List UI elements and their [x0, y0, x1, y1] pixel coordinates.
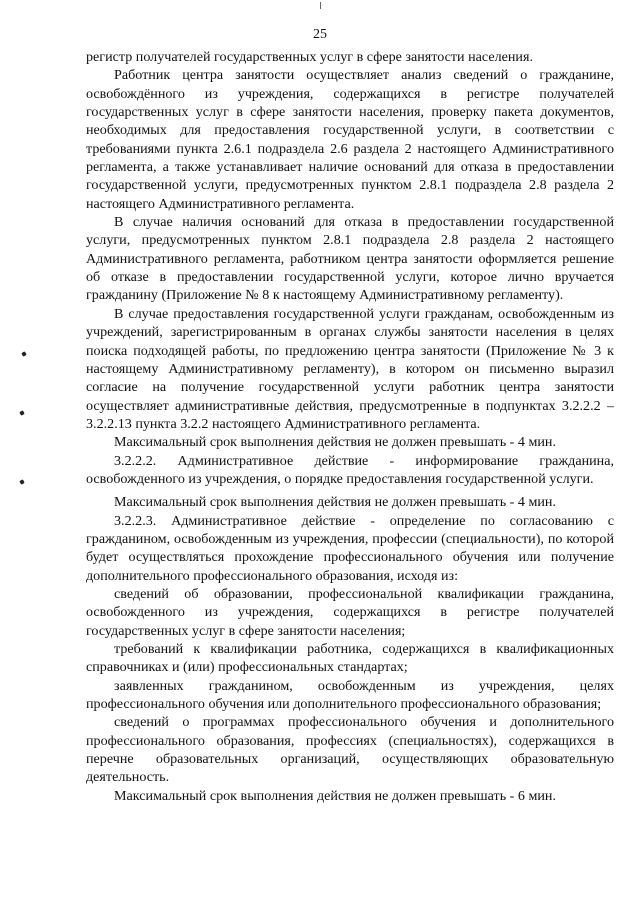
paragraph: 3.2.2.2. Административное действие - информирование гражданина, освобожденного из учреждения, о порядке предоставления государственной услуги. — [86, 452, 614, 487]
paragraph: сведений об образовании, профессиональной квалификации гражданина, освобожденного из учреждения, содержащихся в регистре получателей государственных услуг в сфере занятости населения; — [86, 585, 614, 639]
paragraph: Максимальный срок выполнения действия не должен превышать - 4 мин. — [114, 494, 556, 511]
paragraph: В случае предоставления государственной услуги гражданам, освобожденным из учреждений, зарегистрированным в органах службы занятости населения в целях поиска подходящей работы, по предложению центра занятости (Приложение № 3 к настоящему Административному регламенту), в котором он письменно выразил согласие на получение государственной услуги работник центра занятости осуществляет административные действия, предусмотренные в подпунктах 3.2.2.2 – 3.2.2.13 пункта 3.2.2 настоящего Административного регламента. — [86, 305, 614, 432]
paragraph: заявленных гражданином, освобожденным из учреждения, целях профессионального обучения или дополнительного профессионального образования; — [86, 677, 614, 713]
paragraph: 3.2.2.3. Административное действие - определение по согласованию с гражданином, освобожденным из учреждения, профессии (специальности), по которой будет осуществляться прохождение профессионального обучения или получение дополнительного профессионального образования, исходя из: — [86, 512, 614, 584]
paragraph: В случае наличия оснований для отказа в предоставлении государственной услуги, предусмотренных пунктом 2.8.1 подраздела 2.8 раздела 2 настоящего Административного регламента, работником центра занятости оформляется решение об отказе в предоставлении государственной услуги, которое лично вручается гражданину (Приложение № 8 к настоящему Административному регламенту). — [86, 214, 614, 304]
paragraph: Работник центра занятости осуществляет анализ сведений о гражданине, освобождённого из учреждения, содержащихся в регистре получателей государственных услуг в сфере занятости населения, проверку пакета документов, необходимых для предоставления государственной услуги, в соответствии с требованиями пункта 2.6.1 подраздела 2.6 раздела 2 настоящего Административного регламента, а также устанавливает наличие оснований для отказа в предоставлении государственной услуги, предусмотренных пунктом 2.8.1 подраздела 2.8 раздела 2 настоящего Административного регламента. — [86, 67, 614, 212]
paragraph: Максимальный срок выполнения действия не должен превышать - 4 мин. — [114, 434, 556, 451]
paragraph: Максимальный срок выполнения действия не должен превышать - 6 мин. — [114, 787, 556, 804]
document-body — [86, 48, 614, 805]
paragraph: регистр получателей государственных услуг в сфере занятости населения. — [86, 49, 533, 65]
margin-mark — [19, 479, 24, 484]
scan-mark — [320, 2, 321, 9]
margin-mark — [19, 410, 24, 415]
page-number: 25 — [313, 27, 327, 42]
paragraph: требований к квалификации работника, содержащихся в квалификационных справочниках и (или) профессиональных стандартах; — [86, 641, 614, 676]
margin-mark — [21, 351, 26, 356]
paragraph: сведений о программах профессионального обучения и дополнительного профессионального образования, профессиях (специальностях), содержащихся в перечне образовательных организаций, осуществляющих образовательную деятельность. — [86, 714, 614, 786]
